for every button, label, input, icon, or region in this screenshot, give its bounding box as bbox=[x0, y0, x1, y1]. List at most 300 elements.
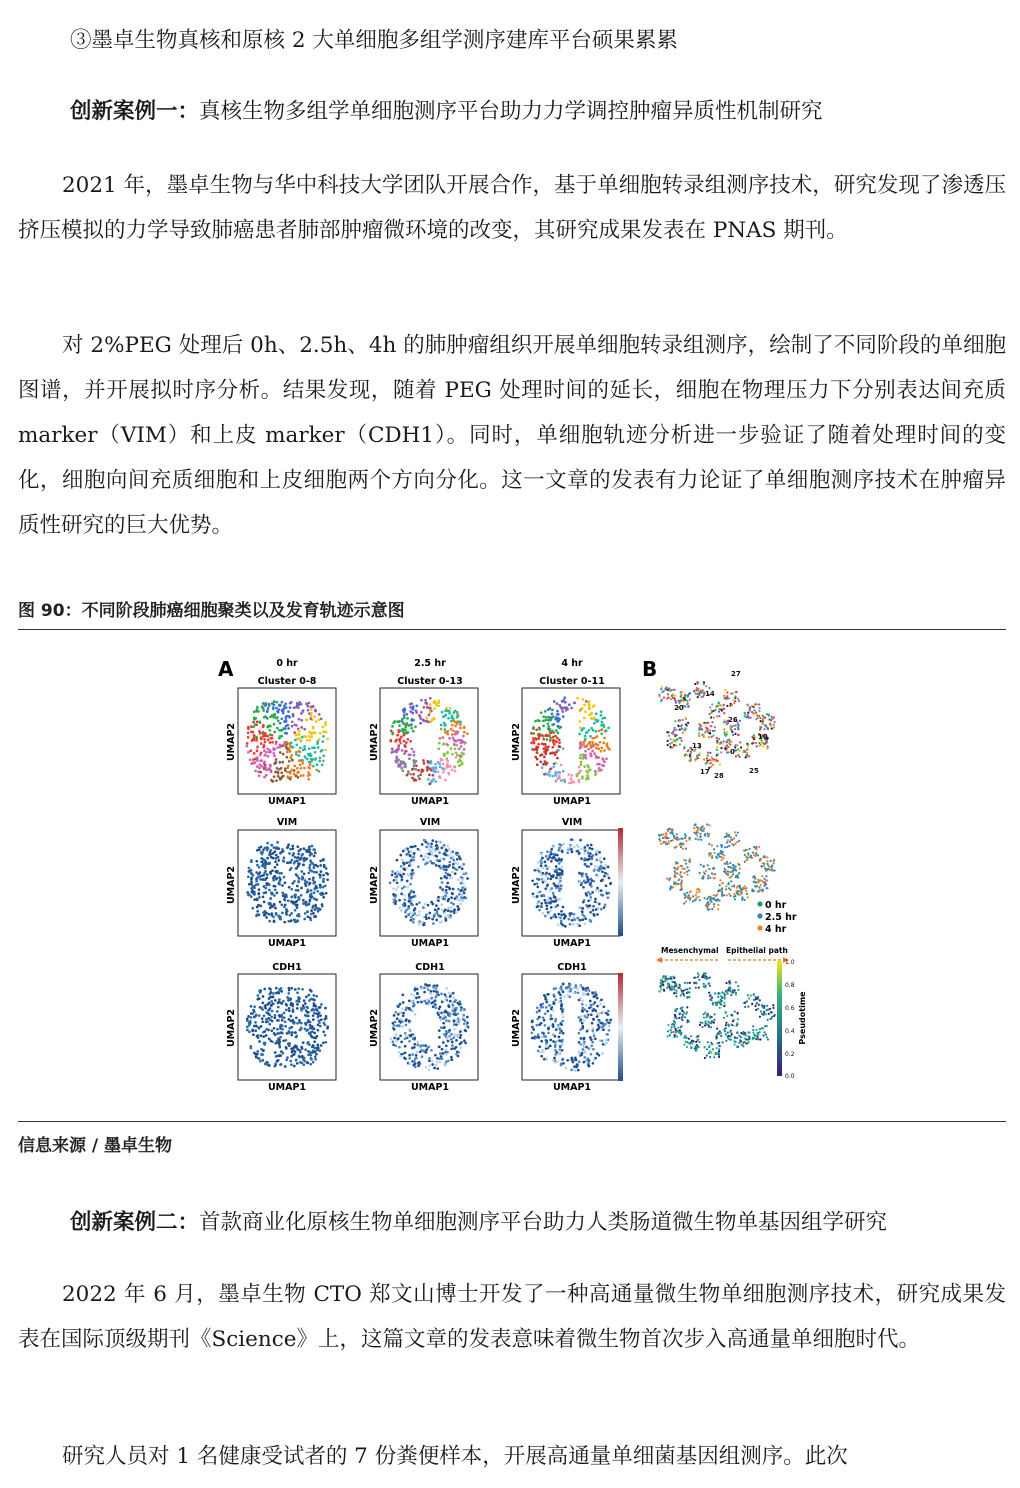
trajectory-point bbox=[737, 876, 739, 878]
cell-point bbox=[431, 719, 434, 722]
cell-point bbox=[607, 866, 610, 869]
umap-panel bbox=[238, 974, 336, 1080]
cell-point bbox=[276, 1040, 279, 1043]
cell-point bbox=[299, 1061, 302, 1064]
cell-point bbox=[273, 703, 276, 706]
trajectory-point bbox=[703, 828, 705, 830]
cell-point bbox=[568, 912, 571, 915]
cell-point bbox=[321, 763, 324, 766]
cell-point bbox=[312, 1018, 315, 1021]
trajectory-point bbox=[755, 998, 757, 1000]
trajectory-point bbox=[753, 854, 755, 856]
cell-point bbox=[560, 884, 563, 887]
trajectory-point bbox=[745, 1033, 747, 1035]
trajectory-point bbox=[713, 1022, 715, 1024]
cell-point bbox=[532, 726, 535, 729]
trajectory-point bbox=[748, 997, 750, 999]
cell-point bbox=[605, 1038, 608, 1041]
cell-point bbox=[274, 907, 277, 910]
cell-point bbox=[577, 845, 580, 848]
cell-point bbox=[585, 770, 588, 773]
trajectory-point bbox=[699, 833, 701, 835]
cell-point bbox=[424, 855, 427, 858]
cell-point bbox=[584, 710, 587, 713]
cell-point bbox=[281, 701, 284, 704]
trajectory-point bbox=[670, 885, 672, 887]
cell-point bbox=[310, 990, 313, 993]
cell-point bbox=[326, 878, 329, 881]
cell-point bbox=[551, 709, 554, 712]
cell-point bbox=[401, 878, 404, 881]
cell-point bbox=[290, 912, 293, 915]
cell-point bbox=[257, 994, 260, 997]
trajectory-point bbox=[683, 1044, 685, 1046]
cell-point bbox=[411, 748, 414, 751]
cell-point bbox=[394, 902, 397, 905]
cell-point bbox=[274, 866, 277, 869]
cell-point bbox=[259, 1006, 262, 1009]
cell-point bbox=[453, 1028, 456, 1031]
cell-point bbox=[441, 888, 444, 891]
trajectory-point bbox=[700, 728, 702, 730]
cell-point bbox=[576, 1063, 579, 1066]
cell-point bbox=[288, 716, 291, 719]
cell-point bbox=[405, 1024, 408, 1027]
cell-point bbox=[543, 747, 546, 750]
trajectory-point bbox=[745, 890, 747, 892]
trajectory-point bbox=[690, 756, 692, 758]
cell-point bbox=[602, 1028, 605, 1031]
cell-point bbox=[295, 706, 298, 709]
cell-point bbox=[285, 1003, 288, 1006]
trajectory-point bbox=[772, 718, 774, 720]
trajectory-point bbox=[696, 891, 698, 893]
cell-point bbox=[256, 913, 259, 916]
cell-point bbox=[434, 771, 437, 774]
cell-point bbox=[277, 1019, 280, 1022]
trajectory-point bbox=[767, 1038, 769, 1040]
cell-point bbox=[552, 1009, 555, 1012]
cell-point bbox=[279, 778, 282, 781]
cell-point bbox=[541, 1035, 544, 1038]
trajectory-point bbox=[733, 837, 735, 839]
cell-point bbox=[250, 762, 253, 765]
cell-point bbox=[293, 707, 296, 710]
trajectory-point bbox=[683, 747, 685, 749]
trajectory-point bbox=[686, 703, 688, 705]
cell-point bbox=[435, 996, 438, 999]
trajectory-point bbox=[719, 763, 721, 765]
cell-point bbox=[300, 1028, 303, 1031]
trajectory-point bbox=[710, 762, 712, 764]
cell-point bbox=[324, 1007, 327, 1010]
cell-point bbox=[437, 700, 440, 703]
cell-point bbox=[292, 1021, 295, 1024]
trajectory-point bbox=[730, 1035, 732, 1037]
cell-point bbox=[424, 916, 427, 919]
cell-point bbox=[539, 754, 542, 757]
cell-point bbox=[423, 762, 426, 765]
cell-point bbox=[463, 726, 466, 729]
cell-point bbox=[444, 999, 447, 1002]
cell-point bbox=[266, 842, 269, 845]
cell-point bbox=[318, 1006, 321, 1009]
cell-point bbox=[586, 844, 589, 847]
trajectory-point bbox=[753, 994, 755, 996]
trajectory-point bbox=[729, 862, 731, 864]
trajectory-point bbox=[744, 899, 746, 901]
cell-point bbox=[320, 1018, 323, 1021]
cell-point bbox=[397, 1051, 400, 1054]
cell-point bbox=[428, 1000, 431, 1003]
cell-point bbox=[317, 1016, 320, 1019]
cell-point bbox=[264, 864, 267, 867]
cell-point bbox=[431, 918, 434, 921]
cell-point bbox=[415, 1054, 418, 1057]
cell-point bbox=[301, 1055, 304, 1058]
trajectory-point bbox=[687, 706, 689, 708]
trajectory-time bbox=[658, 823, 776, 910]
cell-point bbox=[316, 890, 319, 893]
trajectory-point bbox=[700, 864, 702, 866]
trajectory-point bbox=[770, 860, 772, 862]
cell-point bbox=[294, 860, 297, 863]
cell-point bbox=[411, 903, 414, 906]
cell-point bbox=[579, 742, 582, 745]
cell-point bbox=[405, 724, 408, 727]
trajectory-point bbox=[723, 740, 725, 742]
trajectory-point bbox=[703, 735, 705, 737]
cell-point bbox=[314, 904, 317, 907]
trajectory-point bbox=[670, 738, 672, 740]
cell-point bbox=[401, 1020, 404, 1023]
cell-point bbox=[258, 720, 261, 723]
cell-point bbox=[398, 1020, 401, 1023]
cell-point bbox=[599, 865, 602, 868]
cell-point bbox=[447, 900, 450, 903]
cell-point bbox=[594, 900, 597, 903]
cell-point bbox=[586, 865, 589, 868]
cell-point bbox=[418, 777, 421, 780]
cell-point bbox=[262, 1035, 265, 1038]
cell-point bbox=[412, 730, 415, 733]
cell-point bbox=[410, 877, 413, 880]
cell-point bbox=[256, 720, 259, 723]
cell-point bbox=[288, 989, 291, 992]
cell-point bbox=[588, 855, 591, 858]
cell-point bbox=[443, 1011, 446, 1014]
cell-point bbox=[593, 914, 596, 917]
cell-point bbox=[583, 755, 586, 758]
trajectory-point bbox=[757, 1008, 759, 1010]
trajectory-point bbox=[673, 988, 675, 990]
cell-point bbox=[256, 910, 259, 913]
trajectory-point bbox=[706, 722, 708, 724]
trajectory-point bbox=[732, 870, 734, 872]
cell-point bbox=[579, 985, 582, 988]
cell-point bbox=[294, 893, 297, 896]
cell-point bbox=[581, 1003, 584, 1006]
cell-point bbox=[284, 767, 287, 770]
cell-point bbox=[417, 1065, 420, 1068]
cell-point bbox=[287, 727, 290, 730]
trajectory-point bbox=[713, 906, 715, 908]
cell-point bbox=[530, 742, 533, 745]
cell-point bbox=[440, 1055, 443, 1058]
cell-point bbox=[432, 986, 435, 989]
trajectory-point bbox=[717, 992, 719, 994]
cell-point bbox=[319, 864, 322, 867]
cell-point bbox=[429, 711, 432, 714]
cell-point bbox=[434, 763, 437, 766]
cell-point bbox=[311, 862, 314, 865]
cell-point bbox=[455, 756, 458, 759]
trajectory-point bbox=[662, 981, 664, 983]
cell-point bbox=[588, 1007, 591, 1010]
cell-point bbox=[459, 903, 462, 906]
cell-point bbox=[273, 775, 276, 778]
cell-point bbox=[397, 1037, 400, 1040]
trajectory-point bbox=[679, 874, 681, 876]
cell-point bbox=[288, 1007, 291, 1010]
cell-point bbox=[287, 900, 290, 903]
cell-point bbox=[251, 907, 254, 910]
cell-point bbox=[263, 872, 266, 875]
cell-point bbox=[547, 722, 550, 725]
cell-point bbox=[605, 729, 608, 732]
cell-point bbox=[424, 699, 427, 702]
cell-point bbox=[571, 851, 574, 854]
cell-point bbox=[597, 1024, 600, 1027]
cell-point bbox=[590, 755, 593, 758]
cell-point bbox=[584, 750, 587, 753]
trajectory-point bbox=[737, 748, 739, 750]
cell-point bbox=[290, 754, 293, 757]
cell-point bbox=[248, 883, 251, 886]
trajectory-point bbox=[724, 846, 726, 848]
cell-point bbox=[260, 751, 263, 754]
cell-point bbox=[552, 892, 555, 895]
trajectory-point bbox=[711, 760, 713, 762]
cell-point bbox=[268, 913, 271, 916]
cell-point bbox=[275, 742, 278, 745]
cell-point bbox=[267, 1017, 270, 1020]
trajectory-clusters bbox=[658, 681, 776, 769]
trajectory-point bbox=[713, 903, 715, 905]
cell-point bbox=[291, 768, 294, 771]
cell-point bbox=[408, 757, 411, 760]
cell-point bbox=[270, 844, 273, 847]
cell-point bbox=[588, 729, 591, 732]
trajectory-point bbox=[672, 746, 674, 748]
trajectory-point bbox=[734, 866, 736, 868]
trajectory-point bbox=[695, 838, 697, 840]
trajectory-point bbox=[708, 908, 710, 910]
trajectory-point bbox=[744, 715, 746, 717]
trajectory-point bbox=[675, 700, 677, 702]
cell-point bbox=[272, 752, 275, 755]
cell-point bbox=[272, 916, 275, 919]
cell-point bbox=[310, 708, 313, 711]
cell-point bbox=[560, 887, 563, 890]
trajectory-point bbox=[699, 691, 701, 693]
trajectory-point bbox=[761, 1013, 763, 1015]
cell-point bbox=[408, 1057, 411, 1060]
cell-point bbox=[308, 878, 311, 881]
cell-point bbox=[539, 890, 542, 893]
cell-point bbox=[277, 772, 280, 775]
trajectory-point bbox=[681, 880, 683, 882]
cell-point bbox=[590, 1038, 593, 1041]
cell-point bbox=[282, 753, 285, 756]
cell-point bbox=[309, 882, 312, 885]
cell-point bbox=[304, 912, 307, 915]
cell-point bbox=[598, 851, 601, 854]
trajectory-point bbox=[675, 729, 677, 731]
cell-point bbox=[430, 779, 433, 782]
cell-point bbox=[393, 1028, 396, 1031]
cell-point bbox=[550, 917, 553, 920]
trajectory-point bbox=[670, 1029, 672, 1031]
cell-point bbox=[418, 910, 421, 913]
cell-point bbox=[544, 887, 547, 890]
trajectory-point bbox=[674, 876, 676, 878]
trajectory-point bbox=[761, 723, 763, 725]
trajectory-point bbox=[734, 898, 736, 900]
trajectory-point bbox=[727, 993, 729, 995]
cell-point bbox=[274, 870, 277, 873]
cell-point bbox=[462, 863, 465, 866]
cell-point bbox=[556, 854, 559, 857]
cell-point bbox=[549, 878, 552, 881]
cell-point bbox=[414, 845, 417, 848]
cell-point bbox=[300, 870, 303, 873]
cell-point bbox=[282, 1000, 285, 1003]
cell-point bbox=[398, 1046, 401, 1049]
cell-point bbox=[600, 710, 603, 713]
cell-point bbox=[464, 1042, 467, 1045]
cell-point bbox=[314, 1051, 317, 1054]
trajectory-point bbox=[688, 837, 690, 839]
cell-point bbox=[283, 1012, 286, 1015]
cell-point bbox=[313, 891, 316, 894]
cell-point bbox=[548, 770, 551, 773]
cell-point bbox=[246, 1018, 249, 1021]
cell-point bbox=[256, 765, 259, 768]
trajectory-point bbox=[742, 1031, 744, 1033]
cell-point bbox=[544, 1035, 547, 1038]
cell-point bbox=[303, 728, 306, 731]
cell-point bbox=[552, 1025, 555, 1028]
cell-point bbox=[299, 1049, 302, 1052]
cell-point bbox=[561, 1010, 564, 1013]
trajectory-point bbox=[767, 746, 769, 748]
trajectory-point bbox=[748, 1035, 750, 1037]
cell-point bbox=[275, 987, 278, 990]
cell-point bbox=[570, 707, 573, 710]
cell-point bbox=[410, 993, 413, 996]
trajectory-point bbox=[705, 763, 707, 765]
cell-point bbox=[405, 915, 408, 918]
trajectory-point bbox=[763, 1031, 765, 1033]
cell-point bbox=[544, 710, 547, 713]
cell-point bbox=[451, 871, 454, 874]
cell-point bbox=[560, 779, 563, 782]
cell-point bbox=[278, 761, 281, 764]
cell-point bbox=[459, 1034, 462, 1037]
cell-point bbox=[558, 1036, 561, 1039]
cell-point bbox=[247, 1015, 250, 1018]
cell-point bbox=[290, 701, 293, 704]
umap-panel bbox=[522, 974, 620, 1080]
cell-point bbox=[576, 697, 579, 700]
cell-point bbox=[409, 1035, 412, 1038]
cell-point bbox=[541, 1006, 544, 1009]
trajectory-point bbox=[688, 1042, 690, 1044]
cell-point bbox=[315, 898, 318, 901]
trajectory-point bbox=[732, 1020, 734, 1022]
cell-point bbox=[549, 737, 552, 740]
cell-point bbox=[463, 731, 466, 734]
cell-point bbox=[446, 709, 449, 712]
cell-point bbox=[461, 1016, 464, 1019]
cell-point bbox=[591, 1029, 594, 1032]
cell-point bbox=[591, 992, 594, 995]
cell-point bbox=[556, 757, 559, 760]
cell-point bbox=[404, 1037, 407, 1040]
cell-point bbox=[581, 911, 584, 914]
cell-point bbox=[267, 755, 270, 758]
trajectory-point bbox=[695, 896, 697, 898]
cell-point bbox=[259, 1060, 262, 1063]
trajectory-point bbox=[729, 871, 731, 873]
cell-point bbox=[281, 892, 284, 895]
cell-point bbox=[428, 783, 431, 786]
cell-point bbox=[431, 903, 434, 906]
cell-point bbox=[590, 1013, 593, 1016]
cell-point bbox=[536, 868, 539, 871]
cell-point bbox=[291, 725, 294, 728]
trajectory-point bbox=[673, 1036, 675, 1038]
cell-point bbox=[444, 853, 447, 856]
cell-point bbox=[545, 1057, 548, 1060]
cell-point bbox=[414, 1013, 417, 1016]
trajectory-point bbox=[705, 1016, 707, 1018]
trajectory-point bbox=[735, 994, 737, 996]
cell-point bbox=[271, 905, 274, 908]
cell-point bbox=[552, 868, 555, 871]
cell-point bbox=[395, 738, 398, 741]
cell-point bbox=[246, 742, 249, 745]
cell-point bbox=[553, 752, 556, 755]
cell-point bbox=[391, 1040, 394, 1043]
cell-point bbox=[258, 1040, 261, 1043]
cell-point bbox=[394, 1045, 397, 1048]
trajectory-point bbox=[674, 733, 676, 735]
cell-point bbox=[284, 716, 287, 719]
cell-point bbox=[547, 1031, 550, 1034]
trajectory-point bbox=[703, 1017, 705, 1019]
trajectory-point bbox=[713, 848, 715, 850]
cell-point bbox=[461, 893, 464, 896]
cell-point bbox=[415, 914, 418, 917]
cell-point bbox=[545, 1045, 548, 1048]
cell-point bbox=[286, 766, 289, 769]
trajectory-point bbox=[700, 696, 702, 698]
trajectory-point bbox=[733, 893, 735, 895]
cell-point bbox=[452, 863, 455, 866]
cell-point bbox=[271, 714, 274, 717]
